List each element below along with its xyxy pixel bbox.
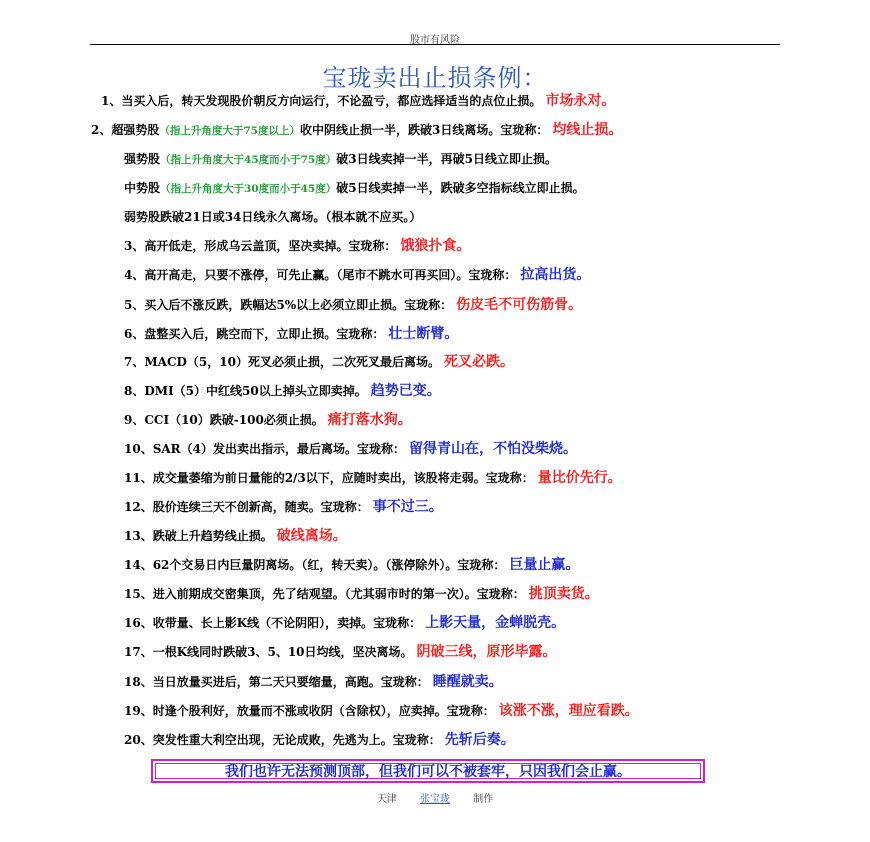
rule-text: 破5日线卖掉一半，跌破多空指标线立即止损。 [336, 181, 585, 195]
rule-prefix: 2、超强势股 [91, 123, 160, 137]
rule-slogan: 拉高出货。 [520, 267, 591, 283]
rule-angle-note: （指上升角度大于75度以上） [159, 125, 300, 137]
rule-slogan: 市场永对。 [545, 93, 616, 109]
rule-text: 4、高开高走，只要不涨停，可先止赢。（尾市不跳水可再买回）。宝珑称： [124, 268, 517, 282]
rule-text: 弱势股跌破21日或34日线永久离场。（根本就不应买。） [124, 210, 422, 224]
rule-text: 14、62个交易日内巨量阴离场。（红，转天卖）。（涨停除外）。宝珑称： [124, 558, 506, 572]
rule-prefix: 强势股 [124, 152, 161, 166]
footer [0, 790, 870, 805]
rule-slogan: 痛打落水狗。 [327, 412, 412, 428]
rule-item [124, 614, 565, 632]
rule-item [124, 382, 441, 400]
rule-slogan: 伤皮毛不可伤筋骨。 [456, 297, 583, 313]
rule-slogan: 死叉必跌。 [443, 354, 514, 370]
rule-item [124, 469, 622, 487]
rule-text: 7、MACD（5，10）死叉必须止损，二次死叉最后离场。 [124, 355, 440, 369]
rule-slogan: 先斩后奏。 [444, 732, 515, 748]
rule-item [124, 702, 639, 720]
rule-slogan: 趋势已变。 [370, 383, 441, 399]
closing-box [151, 759, 705, 783]
rule-slogan: 阴破三线，原形毕露。 [416, 644, 557, 660]
rule-text: 13、跌破上升趋势线止损。 [124, 529, 273, 543]
rule-item [124, 150, 557, 169]
rule-slogan: 饿狼扑食。 [400, 238, 471, 254]
rule-item [124, 411, 412, 429]
rule-text: 11、成交量萎缩为前日量能的2/3以下，应随时卖出，该股将走弱。宝珑称： [124, 471, 534, 485]
rule-text: 19、时逢个股利好，放量而不涨或收阴（含除权），应卖掉。宝珑称： [124, 704, 495, 718]
rule-text: 6、盘整买入后，跳空而下，立即止损。宝珑称： [124, 327, 385, 341]
footer-city: 天津 [376, 794, 397, 805]
rule-slogan: 上影天量，金蝉脱壳。 [425, 615, 566, 631]
rule-slogan: 量比价先行。 [537, 470, 622, 486]
rule-text: 9、CCI（10）跌破-100必须止损。 [124, 413, 324, 427]
rule-slogan: 睡醒就卖。 [432, 674, 503, 690]
rule-slogan: 均线止损。 [552, 122, 623, 138]
rule-item [91, 121, 622, 140]
rule-text: 1、当买入后，转天发现股价朝反方向运行，不论盈亏，都应选择适当的点位止损。 [101, 94, 542, 108]
rule-text: 15、进入前期成交密集顶，先了结观望。（尤其弱市时的第一次）。宝珑称： [124, 587, 525, 601]
rule-text: 收中阴线止损一半，跌破3日线离场。宝珑称： [299, 123, 549, 137]
rule-slogan: 巨量止赢。 [509, 557, 580, 573]
rule-text: 18、当日放量买进后，第二天只要缩量，高跑。宝珑称： [124, 675, 429, 689]
rule-item [124, 556, 579, 574]
footer-author: 张宝珑 [420, 794, 450, 805]
rule-item [124, 643, 557, 661]
rule-item [124, 237, 470, 255]
rule-item [124, 296, 582, 314]
rule-text: 3、高开低走，形成乌云盖顶，坚决卖掉。宝珑称： [124, 239, 397, 253]
rule-item [124, 179, 585, 198]
rule-text: 8、DMI（5）中红线50以上掉头立即卖掉。 [124, 384, 367, 398]
document-title: 宝珑卖出止损条例： [322, 64, 548, 92]
rule-item [101, 92, 615, 110]
rule-text: 10、SAR（4）发出卖出指示，最后离场。宝珑称： [124, 442, 405, 456]
rule-text: 16、收带量、长上影K线（不论阴阳），卖掉。宝珑称： [124, 616, 422, 630]
rule-text: 20、突发性重大利空出现，无论成败，先逃为上。宝珑称： [124, 733, 441, 747]
page-header: 股市有风险 [410, 35, 460, 46]
rule-item [124, 266, 590, 284]
rule-slogan: 留得青山在，不怕没柴烧。 [409, 441, 577, 457]
rule-text: 5、买入后不涨反跌，跌幅达5%以上必须立即止损。宝珑称： [124, 298, 453, 312]
rule-slogan: 事不过三。 [372, 499, 443, 515]
rule-text: 12、股价连续三天不创新高，随卖。宝珑称： [124, 500, 369, 514]
rule-item [124, 353, 514, 371]
rule-item [124, 325, 458, 343]
closing-statement: 我们也许无法预测顶部，但我们可以不被套牢，只因我们会止赢。 [155, 763, 701, 779]
rule-text: 破3日线卖掉一半，再破5日线立即止损。 [336, 152, 557, 166]
rule-angle-note: （指上升角度大于30度而小于45度） [160, 183, 337, 195]
rule-slogan: 破线离场。 [276, 528, 347, 544]
rule-text: 17、一根K线同时跌破3、5、10日均线，坚决离场。 [124, 645, 413, 659]
rule-item [124, 673, 503, 691]
rule-item [124, 440, 577, 458]
header-divider [90, 44, 780, 45]
rule-item [124, 527, 347, 545]
footer-suffix: 制作 [473, 794, 494, 805]
rule-item [124, 585, 599, 603]
rule-item [124, 731, 515, 749]
rule-slogan: 挑顶卖货。 [528, 586, 599, 602]
rule-slogan: 该涨不涨，理应看跌。 [498, 703, 639, 719]
rule-item [124, 498, 443, 516]
rule-slogan: 壮士断臂。 [388, 326, 459, 342]
rule-angle-note: （指上升角度大于45度而小于75度） [160, 154, 337, 166]
rule-item [124, 208, 421, 226]
rule-prefix: 中势股 [124, 181, 161, 195]
